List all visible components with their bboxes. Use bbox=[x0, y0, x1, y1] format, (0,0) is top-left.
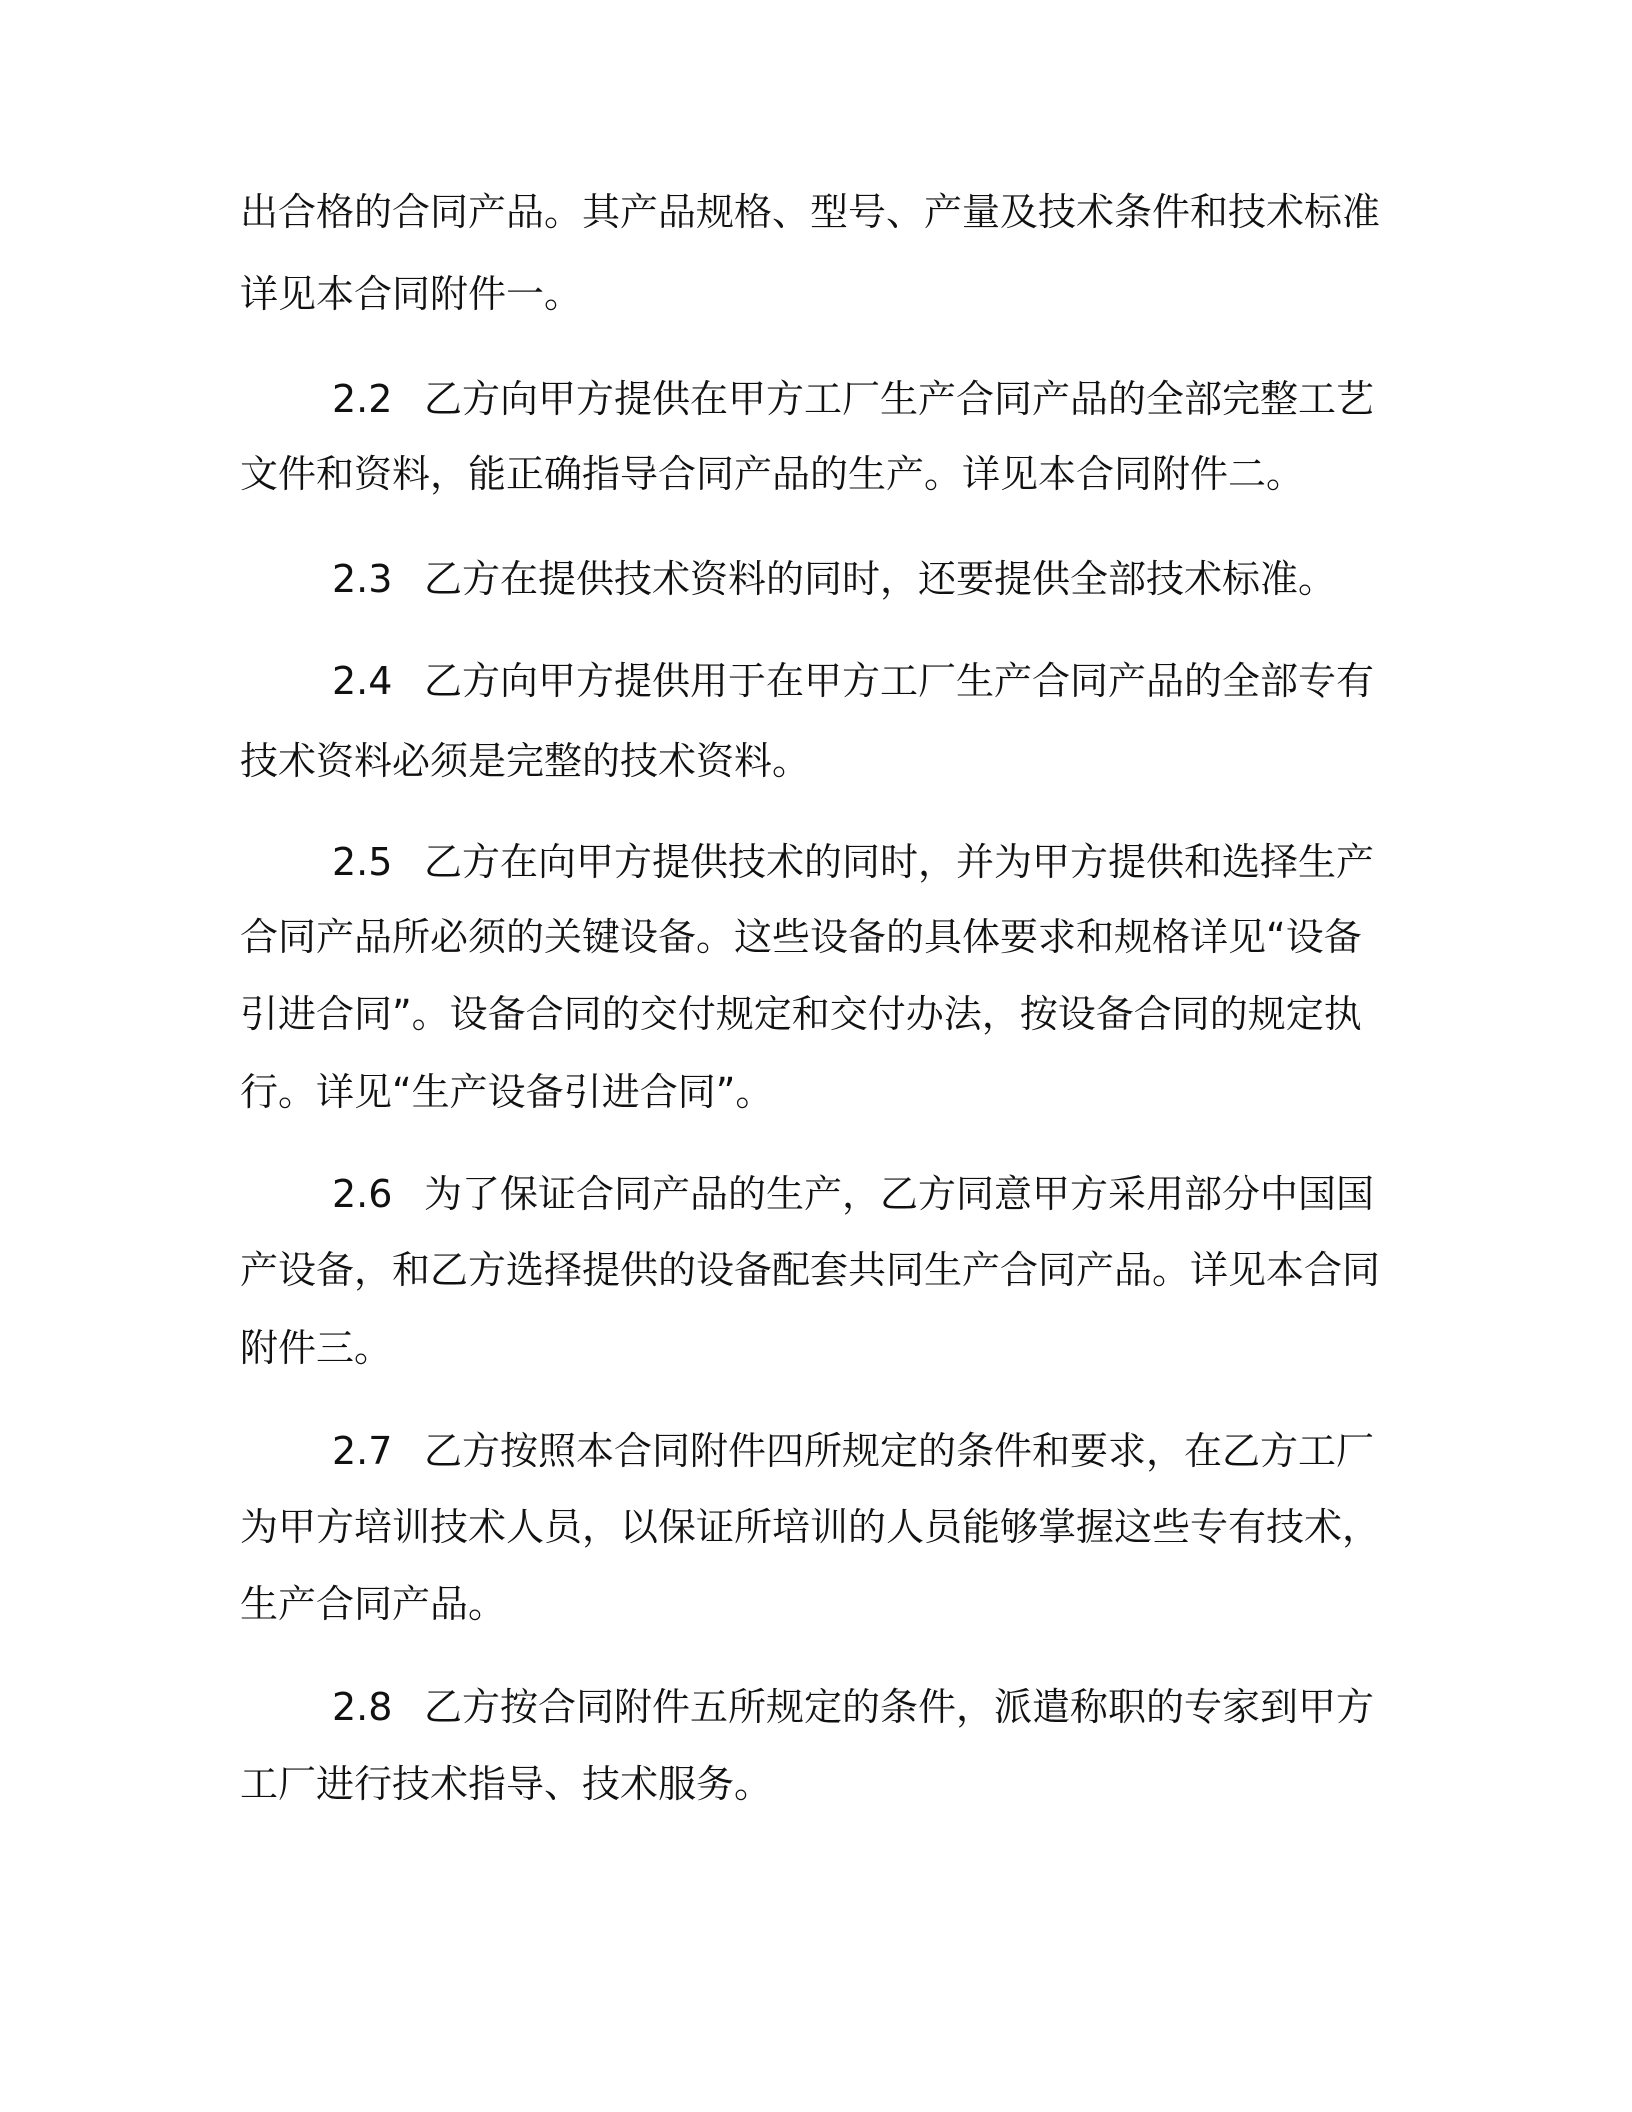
clause-2-2-line-2: 文件和资料，能正确指导合同产品的生产。详见本合同附件二。 bbox=[240, 452, 1305, 496]
clause-2-4-line-2: 技术资料必须是完整的技术资料。 bbox=[240, 739, 811, 783]
clause-number: 2.7 bbox=[332, 1429, 393, 1473]
clause-2-4-line-1 bbox=[332, 657, 1462, 705]
clause-2-6-line-3: 附件三。 bbox=[240, 1326, 393, 1370]
clause-text: 乙方在向甲方提供技术的同时，并为甲方提供和选择生产 bbox=[424, 840, 1375, 884]
clause-number: 2.2 bbox=[332, 377, 393, 421]
clause-2-2-line-1 bbox=[332, 375, 1462, 423]
clause-number: 2.3 bbox=[332, 557, 393, 601]
clause-2-7-line-2: 为甲方培训技术人员，以保证所培训的人员能够掌握这些专有技术， bbox=[240, 1505, 1381, 1549]
clause-number: 2.8 bbox=[332, 1685, 393, 1729]
clause-number: 2.4 bbox=[332, 659, 393, 703]
clause-2-3-line-1 bbox=[332, 555, 1462, 603]
paragraph-1-line-2: 详见本合同附件一。 bbox=[240, 272, 583, 316]
clause-text: 乙方向甲方提供用于在甲方工厂生产合同产品的全部专有 bbox=[424, 659, 1375, 703]
clause-2-7-line-3: 生产合同产品。 bbox=[240, 1582, 507, 1626]
clause-2-8-line-1 bbox=[332, 1683, 1462, 1731]
clause-2-5-line-3: 引进合同”。设备合同的交付规定和交付办法，按设备合同的规定执 bbox=[240, 992, 1362, 1036]
clause-number: 2.5 bbox=[332, 840, 393, 884]
clause-number: 2.6 bbox=[332, 1172, 393, 1216]
clause-2-6-line-1 bbox=[332, 1170, 1462, 1218]
clause-2-6-line-2: 产设备，和乙方选择提供的设备配套共同生产合同产品。详见本合同 bbox=[240, 1248, 1381, 1292]
clause-text: 乙方按照本合同附件四所规定的条件和要求，在乙方工厂 bbox=[424, 1429, 1375, 1473]
clause-2-5-line-1 bbox=[332, 838, 1462, 886]
clause-2-5-line-2: 合同产品所必须的关键设备。这些设备的具体要求和规格详见“设备 bbox=[240, 915, 1362, 959]
clause-2-7-line-1 bbox=[332, 1427, 1462, 1475]
clause-2-8-line-2: 工厂进行技术指导、技术服务。 bbox=[240, 1762, 773, 1806]
clause-text: 为了保证合同产品的生产，乙方同意甲方采用部分中国国 bbox=[424, 1172, 1375, 1216]
clause-text: 乙方在提供技术资料的同时，还要提供全部技术标准。 bbox=[424, 557, 1337, 601]
clause-text: 乙方按合同附件五所规定的条件，派遣称职的专家到甲方 bbox=[424, 1685, 1375, 1729]
clause-text: 乙方向甲方提供在甲方工厂生产合同产品的全部完整工艺 bbox=[424, 377, 1375, 421]
clause-2-5-line-4: 行。详见“生产设备引进合同”。 bbox=[240, 1070, 774, 1114]
paragraph-1-line-1: 出合格的合同产品。其产品规格、型号、产量及技术条件和技术标准 bbox=[240, 190, 1381, 234]
